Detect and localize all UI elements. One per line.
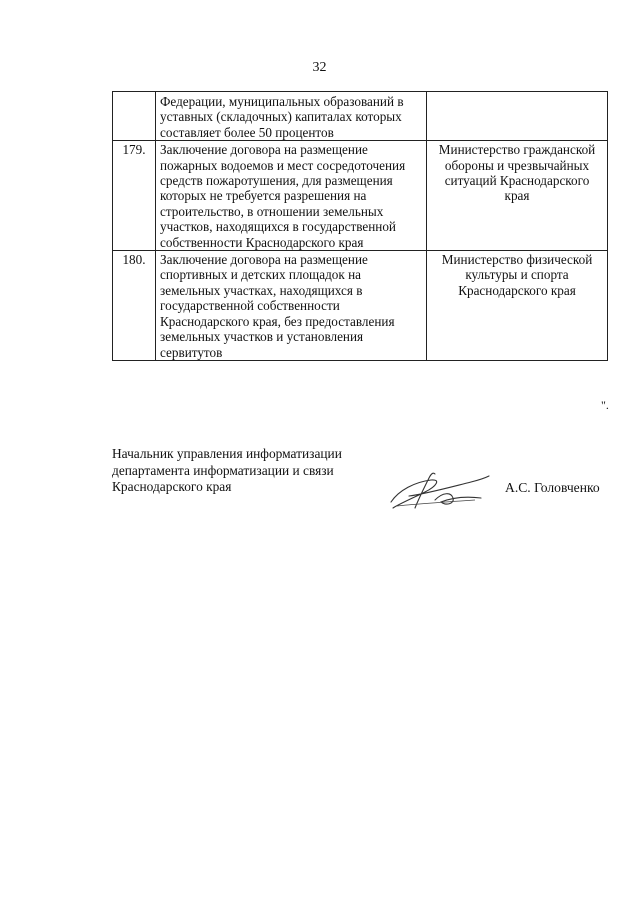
row-number: [113, 92, 156, 141]
table-row: [113, 141, 608, 251]
table-row: [113, 92, 608, 141]
row-content: Заключение договора на размещение спортивных и детских площадок на земельных участках, находящихся в государственной собственности Краснодарского края, без предоставления земельных участков и установления сервитутов: [156, 251, 427, 361]
signature-title-line: департамента информатизации и связи: [112, 462, 334, 478]
row-organization: [427, 92, 608, 141]
page-number: 32: [312, 60, 327, 75]
row-number: 179.: [113, 141, 156, 251]
closing-quote: ".: [601, 398, 609, 412]
services-table: [112, 91, 608, 361]
handwritten-signature: [385, 468, 495, 516]
row-organization: Министерство гражданской обороны и чрезвычайных ситуаций Краснодарского края: [427, 141, 608, 251]
table-row: [113, 251, 608, 361]
signature-title-line: Начальник управления информатизации: [112, 446, 342, 461]
row-content: Федерации, муниципальных образований в уставных (складочных) капиталах которых составляет более 50 процентов: [156, 92, 427, 141]
signer-name: А.С. Головченко: [505, 480, 600, 495]
row-organization: Министерство физической культуры и спорта Краснодарского края: [427, 251, 608, 361]
signature-title: [112, 446, 342, 496]
row-number: 180.: [113, 251, 156, 361]
signature-title-line: Краснодарского края: [112, 479, 232, 494]
row-content: Заключение договора на размещение пожарных водоемов и мест сосредоточения средств пожаротушения, для размещения которых не требуется разрешения на строительство, в отношении земельных участков, находящихся в государственной собственности Краснодарского края: [156, 141, 427, 251]
